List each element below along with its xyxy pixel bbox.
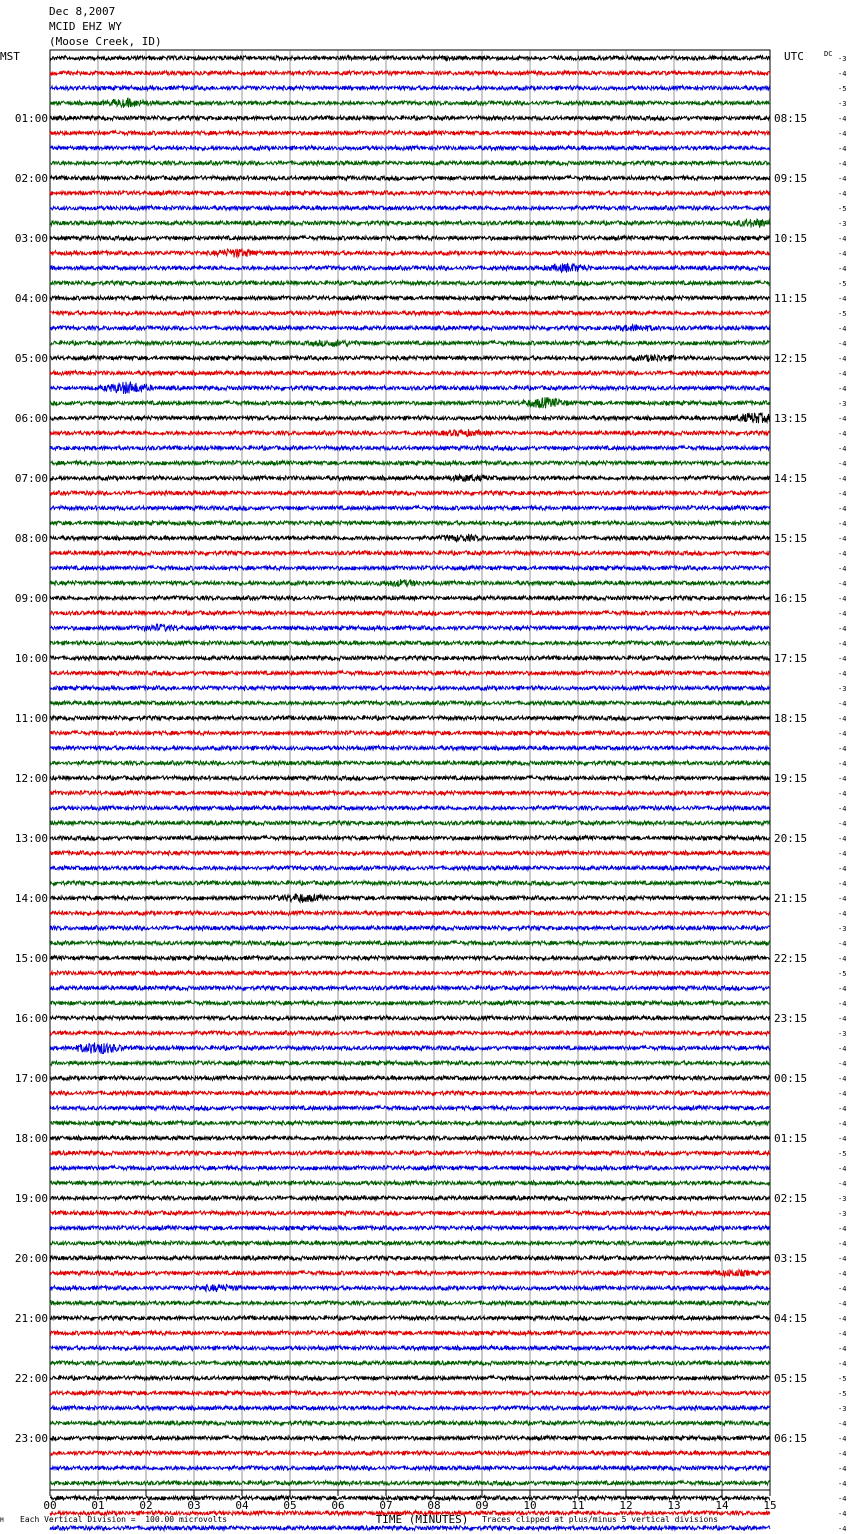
seismic-trace [50,56,770,61]
seismic-trace [50,941,770,946]
utc-hour-label: 12:15 [774,352,808,365]
mst-hour-label: 21:00 [14,1312,48,1325]
x-tick-label: 05 [283,1499,297,1512]
dc-offset-value: -4 [838,625,847,633]
utc-hour-label: 14:15 [774,472,808,485]
dc-offset-value: -4 [838,1360,847,1368]
seismic-trace [50,624,770,631]
dc-offset-value: -3 [838,925,847,933]
seismic-trace [50,116,770,121]
seismic-trace [50,551,770,556]
dc-offset-value: -4 [838,775,847,783]
seismic-trace [50,1241,770,1246]
seismic-trace [50,791,770,796]
seismic-trace [50,146,770,151]
clip-note: Traces clipped at plus/minus 5 vertical divisions [482,1515,719,1524]
seismic-trace [50,1526,770,1531]
seismic-trace [50,1421,770,1426]
seismic-trace [50,1061,770,1066]
seismic-trace [50,851,770,856]
dc-offset-value: -3 [838,55,847,63]
dc-offset-value: -4 [838,580,847,588]
dc-offset-value: -3 [838,1210,847,1218]
dc-offset-value: -4 [838,1345,847,1353]
seismic-trace [50,716,770,721]
dc-offset-value: -3 [838,685,847,693]
seismic-trace [50,191,770,196]
seismic-trace [50,866,770,871]
dc-offset-value: -4 [838,1270,847,1278]
dc-offset-value: -3 [838,100,847,108]
utc-hour-label: 02:15 [774,1192,808,1205]
dc-offset-value: -4 [838,130,847,138]
dc-offset-value: -3 [838,400,847,408]
dc-offset-value: -4 [838,1165,847,1173]
seismic-trace [50,836,770,841]
mst-hour-label: 11:00 [14,712,48,725]
utc-hour-label: 10:15 [774,232,808,245]
dc-offset-value: -4 [838,1090,847,1098]
dc-offset-value: -4 [838,535,847,543]
seismic-trace [50,263,770,272]
trace-group [50,56,770,1534]
seismic-trace [50,746,770,751]
dc-offset-value: -4 [838,1510,847,1518]
dc-offset-value: -4 [838,730,847,738]
seismic-trace [50,1166,770,1171]
header-location: (Moose Creek, ID) [49,35,162,48]
seismic-trace [50,1496,770,1501]
utc-hour-label: 20:15 [774,832,808,845]
dc-offset-value: -4 [838,1015,847,1023]
dc-offset-value: -4 [838,655,847,663]
x-tick-label: 15 [763,1499,777,1512]
seismic-trace [50,1196,770,1201]
seismic-trace [50,311,770,316]
dc-offset-value: -4 [838,175,847,183]
seismic-trace [50,701,770,706]
seismic-trace [50,971,770,976]
dc-offset-value: -4 [838,325,847,333]
dc-offset-value: -4 [838,340,847,348]
dc-offset-value: -4 [838,460,847,468]
seismic-trace [50,1181,770,1186]
dc-offset-value: -5 [838,205,847,213]
utc-hour-label: 11:15 [774,292,808,305]
seismic-trace [50,1106,770,1111]
dc-offset-value: -4 [838,955,847,963]
seismic-trace [50,1226,770,1231]
dc-offset-value: -4 [838,880,847,888]
dc-offset-value: -4 [838,565,847,573]
seismic-trace [50,1016,770,1021]
dc-offset-value: -4 [838,1315,847,1323]
utc-hour-label: 22:15 [774,952,808,965]
dc-offset-value: -4 [838,115,847,123]
mst-hour-label: 19:00 [14,1192,48,1205]
seismic-trace [50,911,770,916]
dc-offset-value: -4 [838,520,847,528]
mst-label: MST [0,50,20,63]
dc-offset-value: -4 [838,910,847,918]
seismic-trace [50,296,770,301]
dc-offset-value: -4 [838,640,847,648]
dc-offset-value: -4 [838,610,847,618]
dc-offset-value: -5 [838,1150,847,1158]
dc-offset-value: -4 [838,1330,847,1338]
dc-offset-value: -4 [838,1435,847,1443]
utc-hour-label: 03:15 [774,1252,808,1265]
utc-hour-label: 18:15 [774,712,808,725]
dc-offset-value: -4 [838,700,847,708]
dc-offset-value: -4 [838,1000,847,1008]
seismic-trace [50,894,770,903]
seismic-trace [50,206,770,211]
dc-offset-value: -4 [838,820,847,828]
dc-offset-value: -5 [838,280,847,288]
dc-offset-value: -4 [838,850,847,858]
dc-offset-value: -4 [838,265,847,273]
mst-hour-label: 01:00 [14,112,48,125]
seismic-trace [50,219,770,228]
seismic-trace [50,1451,770,1456]
seismic-trace [50,656,770,661]
x-tick-label: 06 [331,1499,345,1512]
seismic-trace [50,248,770,257]
x-tick-label: 04 [235,1499,249,1512]
dc-offset-value: -4 [838,895,847,903]
dc-offset-value: -4 [838,865,847,873]
seismic-trace [50,641,770,646]
dc-offset-value: -4 [838,190,847,198]
seismic-trace [50,1042,770,1053]
seismic-trace [50,1481,770,1486]
dc-offset-value: -5 [838,310,847,318]
mst-hour-label: 08:00 [14,532,48,545]
dc-offset-value: -4 [838,1495,847,1503]
seismic-trace [50,397,770,408]
seismic-trace [50,761,770,766]
utc-hour-label: 16:15 [774,592,808,605]
x-tick-label: 10 [523,1499,537,1512]
dc-offset-value: -4 [838,985,847,993]
seismic-trace [50,1301,770,1306]
mst-hour-label: 14:00 [14,892,48,905]
dc-offset-value: -4 [838,430,847,438]
seismic-trace [50,429,770,436]
mst-hour-label: 07:00 [14,472,48,485]
mst-hour-label: 18:00 [14,1132,48,1145]
utc-hour-label: 00:15 [774,1072,808,1085]
dc-offset-value: -4 [838,1180,847,1188]
seismic-trace [50,161,770,166]
utc-hour-label: 21:15 [774,892,808,905]
utc-hour-label: 17:15 [774,652,808,665]
dc-offset-value: -3 [838,1405,847,1413]
dc-offset-value: -4 [838,1135,847,1143]
seismic-trace [50,956,770,961]
x-tick-label: 11 [571,1499,585,1512]
seismic-trace [50,1136,770,1141]
seismic-trace [50,1406,770,1411]
dc-offset-value: -4 [838,385,847,393]
utc-hour-label: 15:15 [774,532,808,545]
dc-offset-value: -4 [838,295,847,303]
seismic-trace [50,881,770,886]
dc-offset-value: -4 [838,475,847,483]
x-tick-label: 12 [619,1499,633,1512]
dc-offset-value: -4 [838,760,847,768]
utc-hour-label: 19:15 [774,772,808,785]
seismic-trace [50,521,770,526]
header-station: MCID EHZ WY [49,20,122,33]
dc-offset-value: -4 [838,1465,847,1473]
utc-hour-label: 06:15 [774,1432,808,1445]
dc-offset-value: -4 [838,1300,847,1308]
dc-offset-value: -4 [838,940,847,948]
dc-offset-value: -4 [838,370,847,378]
dc-offset-value: -4 [838,490,847,498]
dc-offset-value: -4 [838,1075,847,1083]
mst-hour-label: 22:00 [14,1372,48,1385]
seismic-trace [50,1284,770,1291]
dc-offset-value: -4 [838,1255,847,1263]
dc-offset-value: -5 [838,85,847,93]
dc-offset-value: -4 [838,70,847,78]
mst-hour-label: 17:00 [14,1072,48,1085]
seismic-trace [50,413,770,423]
utc-hour-label: 05:15 [774,1372,808,1385]
x-tick-label: 09 [475,1499,489,1512]
x-tick-label: 03 [187,1499,201,1512]
dc-offset-value: -4 [838,670,847,678]
dc-offset-value: -4 [838,1450,847,1458]
seismic-trace [50,236,770,241]
dc-offset-value: -4 [838,250,847,258]
x-tick-label: 02 [139,1499,153,1512]
seismic-trace [50,731,770,736]
header-date: Dec 8,2007 [49,5,116,18]
seismic-trace [50,354,770,361]
seismic-trace [50,506,770,511]
seismic-trace [50,1391,770,1396]
seismic-trace [50,86,770,91]
x-tick-label: 07 [379,1499,393,1512]
utc-hour-label: 23:15 [774,1012,808,1025]
x-tick-label: 00 [43,1499,57,1512]
dc-offset-value: -3 [838,1030,847,1038]
seismic-trace [50,382,770,394]
mst-hour-label: 06:00 [14,412,48,425]
utc-hour-label: 01:15 [774,1132,808,1145]
dc-offset-value: -4 [838,835,847,843]
seismic-trace [50,1121,770,1126]
dc-offset-value: -4 [838,1480,847,1488]
mst-hour-label: 13:00 [14,832,48,845]
seismic-trace [50,1361,770,1366]
dc-offset-value: -4 [838,1225,847,1233]
dc-offset-value: -4 [838,1045,847,1053]
seismic-trace [50,475,770,482]
dc-offset-value: -4 [838,1285,847,1293]
dc-offset-value: -4 [838,550,847,558]
x-tick-label: 13 [667,1499,681,1512]
dc-offset-value: -4 [838,445,847,453]
mst-hour-label: 05:00 [14,352,48,365]
mst-hour-label: 04:00 [14,292,48,305]
seismic-trace [50,686,770,691]
x-tick-label: 14 [715,1499,729,1512]
seismic-trace [50,176,770,181]
dc-offset-value: -4 [838,415,847,423]
dc-offset-value: -4 [838,595,847,603]
x-tick-label: 08 [427,1499,441,1512]
seismic-trace [50,491,770,496]
seismic-trace [50,1331,770,1336]
seismic-trace [50,821,770,826]
seismic-trace [50,1376,770,1381]
utc-hour-label: 13:15 [774,412,808,425]
seismic-trace [50,1346,770,1351]
dc-offset-value: -5 [838,1375,847,1383]
seismic-trace [50,776,770,781]
seismic-trace [50,131,770,136]
dc-offset-value: -4 [838,1420,847,1428]
seismic-trace [50,324,770,331]
utc-hour-label: 08:15 [774,112,808,125]
seismic-trace [50,671,770,676]
dc-offset-value: -4 [838,1105,847,1113]
seismic-trace [50,1316,770,1321]
dc-offset-value: -4 [838,715,847,723]
utc-hour-label: 04:15 [774,1312,808,1325]
mst-hour-label: 23:00 [14,1432,48,1445]
seismic-trace [50,596,770,601]
corner-mark: M [0,1517,4,1524]
seismic-trace [50,1270,770,1277]
seismic-trace [50,98,770,108]
dc-offset-value: -4 [838,505,847,513]
dc-offset-value: -4 [838,145,847,153]
seismic-trace [50,1001,770,1006]
seismic-trace [50,71,770,76]
dc-offset-value: -4 [838,355,847,363]
utc-label: UTC [784,50,804,63]
dc-offset-value: -4 [838,745,847,753]
seismic-trace [50,1436,770,1441]
utc-hour-label: 09:15 [774,172,808,185]
seismic-trace [50,1091,770,1096]
mst-hour-label: 09:00 [14,592,48,605]
dc-offset-value: -5 [838,970,847,978]
dc-offset-value: -3 [838,1195,847,1203]
dc-offset-value: -4 [838,1120,847,1128]
dc-offset-value: -4 [838,235,847,243]
seismic-trace [50,1151,770,1156]
mst-hour-label: 03:00 [14,232,48,245]
mst-hour-label: 12:00 [14,772,48,785]
dc-offset-value: -4 [838,790,847,798]
seismic-trace [50,461,770,466]
mst-hour-label: 15:00 [14,952,48,965]
seismic-trace [50,1211,770,1216]
x-tick-label: 01 [91,1499,105,1512]
seismic-trace [50,566,770,571]
seismic-trace [50,579,770,586]
mst-hour-label: 02:00 [14,172,48,185]
dc-offset-value: -5 [838,1390,847,1398]
seismic-trace [50,371,770,376]
dc-offset-value: -3 [838,220,847,228]
x-axis-label: TIME (MINUTES) [375,1513,469,1526]
seismic-trace [50,611,770,616]
seismic-trace [50,340,770,347]
seismic-trace [50,1031,770,1036]
dc-offset-value: -4 [838,1060,847,1068]
seismic-trace [50,446,770,451]
seismic-trace [50,1466,770,1471]
mst-hour-label: 20:00 [14,1252,48,1265]
dc-offset-value: -4 [838,1240,847,1248]
dc-offset-value: -4 [838,805,847,813]
seismic-trace [50,281,770,286]
seismic-trace [50,1256,770,1261]
seismic-trace [50,926,770,931]
dc-label: DC [824,50,833,58]
seismic-trace [50,1076,770,1081]
seismic-trace [50,986,770,991]
scale-note: Each Vertical Division = 100.00 microvolts [20,1515,228,1524]
dc-offset-value: -4 [838,1525,847,1533]
dc-offset-value: -4 [838,160,847,168]
seismic-trace [50,806,770,811]
mst-hour-label: 10:00 [14,652,48,665]
seismic-trace [50,535,770,542]
mst-hour-label: 16:00 [14,1012,48,1025]
